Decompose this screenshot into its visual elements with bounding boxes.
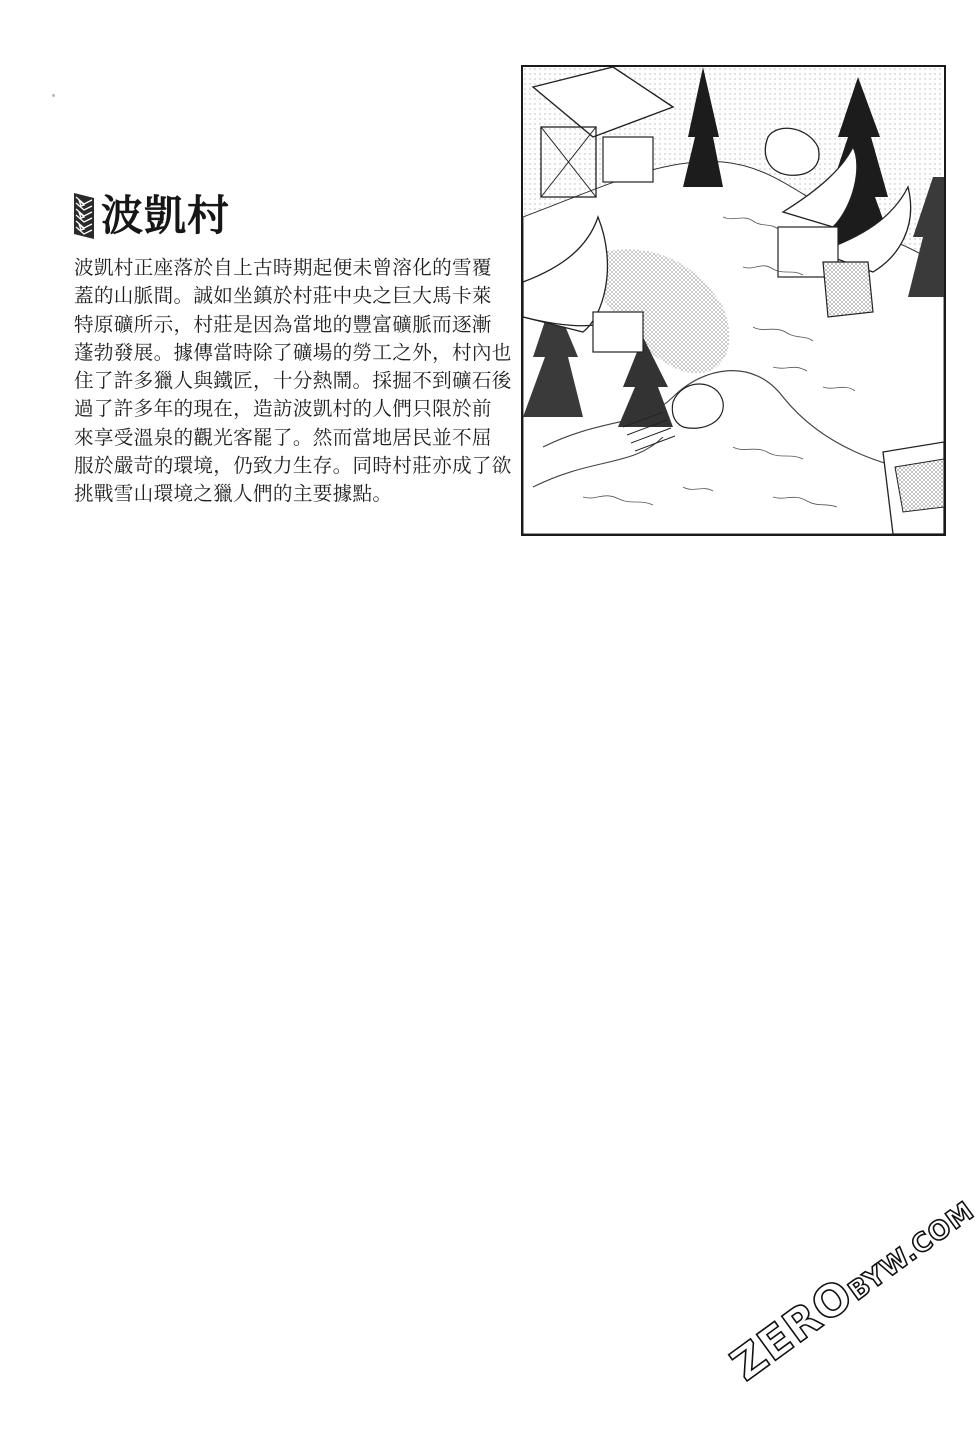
watermark-prefix: ZERO xyxy=(722,1269,864,1391)
scan-speck xyxy=(52,94,55,97)
section-heading xyxy=(73,190,230,242)
text-line: 來享受溫泉的觀光客罷了。然而當地居民並不屈 xyxy=(74,425,492,449)
site-watermark xyxy=(722,1182,980,1391)
text-line: 波凱村正座落於自上古時期起便未曾溶化的雪覆 xyxy=(74,256,492,279)
description-paragraph xyxy=(74,254,514,509)
text-line: 挑戰雪山環境之獵人們的主要據點。 xyxy=(74,482,393,506)
text-line: 過了許多年的現在，造訪波凱村的人們只限於前 xyxy=(74,397,492,421)
text-line: 蓬勃發展。據傳當時除了礦場的勞工之外，村內也 xyxy=(74,340,512,364)
text-line: 住了許多獵人與鐵匠，十分熱鬧。採掘不到礦石後 xyxy=(74,369,512,393)
triangle-pattern-icon xyxy=(73,192,95,240)
text-line: 特原礦所示，村莊是因為當地的豐富礦脈而逐漸 xyxy=(74,312,492,336)
text-line: 蓋的山脈間。誠如坐鎮於村莊中央之巨大馬卡萊 xyxy=(74,284,492,308)
watermark-suffix: BYW.COM xyxy=(843,1195,980,1308)
village-illustration xyxy=(521,65,946,536)
text-line: 服於嚴苛的環境，仍致力生存。同時村莊亦成了欲 xyxy=(74,454,512,478)
snowy-village-scene xyxy=(523,67,944,534)
page-title: 波凱村 xyxy=(101,191,231,240)
